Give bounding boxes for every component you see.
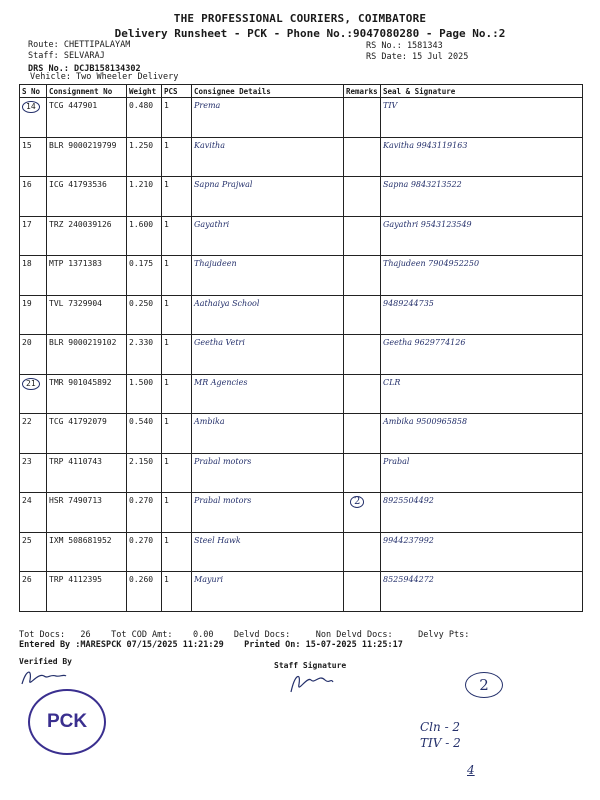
cell-signature-text: Kavitha 9943119163: [383, 140, 468, 150]
cell-remarks: [344, 374, 381, 414]
cell-signature: [381, 493, 583, 533]
col-remarks: Remarks: [344, 85, 381, 98]
cell-weight-text: 0.260: [129, 575, 154, 584]
handwritten-page-circle: 2: [465, 672, 503, 698]
cell-weight: [127, 216, 162, 256]
cell-signature-text: Geetha 9629774126: [383, 338, 466, 347]
footer-entered: Entered By :MARESPCK 07/15/2025 11:21:29 Printed On: 15-07-2025 11:25:17: [19, 640, 403, 650]
cell-sno: [20, 295, 47, 335]
cell-pcs-text: 1: [164, 496, 169, 505]
cell-consignee: [192, 98, 344, 138]
note-total: 4: [467, 763, 475, 777]
cell-weight: [127, 414, 162, 454]
verified-signature: [18, 664, 68, 690]
cell-consignment-no: [47, 572, 127, 612]
cell-signature: [381, 335, 583, 375]
cell-consignee-text: Mayuri: [194, 575, 224, 584]
cell-remarks: [344, 216, 381, 256]
cell-remarks: [344, 414, 381, 454]
runsheet-subtitle: Delivery Runsheet - PCK - Phone No.:9047080280 - Page No.:2: [114, 27, 506, 40]
cell-pcs: [162, 216, 192, 256]
cell-consignment-no: [47, 177, 127, 217]
cell-signature: [381, 216, 583, 256]
cell-sno: [20, 177, 47, 217]
cell-weight-text: 1.600: [129, 219, 154, 229]
cell-pcs-text: 1: [164, 101, 169, 110]
cell-consignment-no-text: TCG 41792079: [49, 417, 107, 426]
cell-sno: [20, 414, 47, 454]
table-row: [20, 453, 583, 493]
cell-remarks: [344, 453, 381, 493]
cell-signature: [381, 256, 583, 296]
cell-consignment-no-text: BLR 9000219799: [49, 140, 117, 150]
table-row: [20, 295, 583, 335]
cell-signature-text: Prabal: [383, 456, 410, 466]
cell-sno-text: 22: [22, 417, 32, 426]
company-title: THE PROFESSIONAL COURIERS, COIMBATORE: [173, 12, 427, 25]
cell-consignee: [192, 137, 344, 177]
cell-weight: [127, 374, 162, 414]
cell-consignment-no-text: IXM 508681952: [49, 535, 112, 545]
cell-consignee: [192, 216, 344, 256]
col-consignment: Consignment No: [47, 85, 127, 98]
cell-signature-text: 8525944272: [383, 575, 434, 584]
cell-consignee-text: Gayathri: [194, 219, 230, 229]
cell-pcs-text: 1: [164, 535, 169, 545]
table-header-row: [20, 85, 583, 98]
cell-weight: [127, 98, 162, 138]
cell-pcs: [162, 493, 192, 533]
cell-remarks: [344, 98, 381, 138]
table-row: [20, 493, 583, 533]
cell-remarks: [344, 256, 381, 296]
cell-weight: [127, 493, 162, 533]
cell-consignment-no: [47, 493, 127, 533]
cell-consignment-no-text: TRZ 240039126: [49, 219, 112, 229]
cell-pcs-text: 1: [164, 338, 169, 347]
cell-pcs: [162, 374, 192, 414]
cell-signature: [381, 137, 583, 177]
cell-consignee: [192, 177, 344, 217]
cell-consignment-no-text: TVL 7329904: [49, 298, 102, 308]
cell-consignment-no-text: MTP 1371383: [49, 259, 102, 268]
cell-weight: [127, 453, 162, 493]
col-weight: Weight: [127, 85, 162, 98]
cell-pcs-text: 1: [164, 219, 169, 229]
cell-sno: [20, 453, 47, 493]
cell-pcs-text: 1: [164, 456, 169, 466]
cell-consignee-text: Prabal motors: [194, 496, 252, 505]
cell-signature: [381, 295, 583, 335]
cell-weight-text: 2.150: [129, 456, 154, 466]
cell-sno-text: 20: [22, 338, 32, 347]
cell-consignment-no-text: TMR 901045892: [49, 377, 112, 387]
cell-signature-text: Sapna 9843213522: [383, 180, 462, 189]
cell-consignment-no-text: TCG 447901: [49, 101, 98, 110]
table-row: [20, 532, 583, 572]
cell-sno: [20, 216, 47, 256]
cell-weight-text: 0.250: [129, 298, 154, 308]
cell-sno-text: 21: [22, 378, 40, 390]
cell-weight: [127, 532, 162, 572]
cell-consignee: [192, 532, 344, 572]
cell-pcs: [162, 453, 192, 493]
cell-sno-text: 24: [22, 496, 32, 505]
cell-signature-text: 9489244735: [383, 298, 434, 308]
cell-remarks: [344, 177, 381, 217]
cell-remarks: [344, 137, 381, 177]
table-row: [20, 137, 583, 177]
staff-signature-label: Staff Signature: [274, 661, 347, 670]
cell-consignee-text: Kavitha: [194, 140, 225, 150]
cell-weight-text: 0.270: [129, 496, 154, 505]
cell-weight: [127, 256, 162, 296]
cell-consignee-text: Sapna Prajwal: [194, 180, 253, 189]
cell-consignee-text: Prabal motors: [194, 456, 252, 466]
cell-signature-text: Gayathri 9543123549: [383, 219, 472, 229]
cell-pcs-text: 1: [164, 417, 169, 426]
cell-consignee: [192, 414, 344, 454]
cell-pcs-text: 1: [164, 575, 169, 584]
cell-weight: [127, 177, 162, 217]
cell-consignee: [192, 295, 344, 335]
cell-weight: [127, 137, 162, 177]
cell-sno: [20, 493, 47, 533]
cell-pcs-text: 1: [164, 298, 169, 308]
cell-sno: [20, 572, 47, 612]
cell-consignee-text: Steel Hawk: [194, 535, 241, 545]
cell-remarks: [344, 572, 381, 612]
cell-consignment-no: [47, 256, 127, 296]
table-row: [20, 572, 583, 612]
meta-left: [28, 40, 141, 75]
cell-pcs: [162, 295, 192, 335]
route: Route: CHETTIPALAYAM: [28, 40, 131, 50]
cell-consignment-no-text: TRP 4110743: [49, 456, 102, 466]
cell-pcs: [162, 572, 192, 612]
cell-consignment-no: [47, 137, 127, 177]
cell-sno: [20, 256, 47, 296]
cell-pcs-text: 1: [164, 377, 169, 387]
cell-signature-text: 9944237992: [383, 535, 434, 545]
table-row: [20, 256, 583, 296]
table-row: [20, 335, 583, 375]
rs-date: RS Date: 15 Jul 2025: [366, 52, 469, 62]
cell-sno-text: 25: [22, 535, 32, 545]
cell-consignment-no: [47, 453, 127, 493]
cell-sno-text: 16: [22, 180, 32, 189]
table-row: [20, 414, 583, 454]
cell-consignee: [192, 453, 344, 493]
cell-sno-text: 18: [22, 259, 32, 268]
cell-weight-text: 0.270: [129, 535, 154, 545]
cell-consignee: [192, 374, 344, 414]
runsheet-table: [19, 84, 583, 612]
col-signature: Seal & Signature: [381, 85, 583, 98]
cell-sno-text: 26: [22, 575, 32, 584]
cell-sno: [20, 98, 47, 138]
cell-signature: [381, 532, 583, 572]
col-consignee: Consignee Details: [192, 85, 344, 98]
cell-consignee: [192, 335, 344, 375]
cell-weight-text: 1.500: [129, 377, 154, 387]
note-cln: Cln - 2: [420, 720, 461, 734]
cell-consignee: [192, 256, 344, 296]
table-row: [20, 374, 583, 414]
cell-sno: [20, 137, 47, 177]
cell-pcs: [162, 98, 192, 138]
cell-consignment-no: [47, 98, 127, 138]
cell-signature-text: Thajudeen 7904952250: [383, 259, 480, 268]
staff-signature: [285, 666, 335, 698]
cell-consignee-text: MR Agencies: [194, 377, 248, 387]
cell-consignment-no: [47, 374, 127, 414]
cell-signature: [381, 414, 583, 454]
cell-weight-text: 0.480: [129, 101, 154, 110]
cell-consignment-no-text: TRP 4112395: [49, 575, 102, 584]
cell-sno: [20, 335, 47, 375]
cell-signature: [381, 177, 583, 217]
cell-pcs-text: 1: [164, 259, 169, 268]
cell-consignment-no-text: HSR 7490713: [49, 496, 102, 505]
cell-signature: [381, 453, 583, 493]
cell-weight-text: 0.540: [129, 417, 154, 426]
cell-signature: [381, 98, 583, 138]
cell-pcs: [162, 177, 192, 217]
cell-signature: [381, 374, 583, 414]
table-row: [20, 216, 583, 256]
cell-consignment-no: [47, 335, 127, 375]
cell-consignee-text: Ambika: [194, 417, 225, 426]
cell-pcs: [162, 335, 192, 375]
drs-no: DRS No.: DCJB158134302: [28, 64, 141, 74]
cell-consignment-no: [47, 295, 127, 335]
cell-weight: [127, 572, 162, 612]
col-sno: S No: [20, 85, 47, 98]
cell-remarks: [344, 532, 381, 572]
cell-signature: [381, 572, 583, 612]
cell-weight-text: 2.330: [129, 338, 154, 347]
cell-consignee-text: Thajudeen: [194, 259, 237, 268]
cell-pcs: [162, 414, 192, 454]
cell-consignee: [192, 493, 344, 533]
table-row: [20, 98, 583, 138]
cell-consignee-text: Prema: [194, 101, 221, 110]
cell-pcs-text: 1: [164, 140, 169, 150]
cell-signature-text: CLR: [383, 377, 401, 387]
cell-sno-text: 23: [22, 456, 32, 466]
cell-remarks: [344, 493, 381, 533]
cell-sno-text: 14: [22, 101, 40, 113]
cell-consignment-no: [47, 216, 127, 256]
cell-consignment-no-text: ICG 41793536: [49, 180, 107, 189]
cell-signature-text: 8925504492: [383, 496, 434, 505]
footer-totals: Tot Docs: 26 Tot COD Amt: 0.00 Delvd Docs: Non Delvd Docs: Delvy Pts:: [19, 630, 470, 640]
note-tiv: TIV - 2: [420, 736, 461, 750]
cell-signature-text: TIV: [383, 101, 398, 110]
cell-pcs-text: 1: [164, 180, 169, 189]
cell-consignee-text: Aathaiya School: [194, 298, 260, 308]
cell-consignee: [192, 572, 344, 612]
group-note: 2: [350, 496, 364, 508]
cell-consignee-text: Geetha Vetri: [194, 338, 245, 347]
cell-weight-text: 1.250: [129, 140, 154, 150]
cell-pcs: [162, 137, 192, 177]
cell-remarks: [344, 295, 381, 335]
cell-weight-text: 0.175: [129, 259, 154, 268]
cell-sno: [20, 532, 47, 572]
cell-weight: [127, 335, 162, 375]
pck-stamp: PCK: [28, 689, 106, 755]
cell-consignment-no: [47, 532, 127, 572]
vehicle: Vehicle: Two Wheeler Delivery: [30, 72, 179, 82]
cell-sno-text: 17: [22, 219, 32, 229]
cell-consignment-no-text: BLR 9000219102: [49, 338, 117, 347]
rs-no: RS No.: 1581343: [366, 41, 443, 51]
table-row: [20, 177, 583, 217]
cell-sno-text: 19: [22, 298, 32, 308]
col-pcs: PCS: [162, 85, 192, 98]
cell-pcs: [162, 256, 192, 296]
cell-consignment-no: [47, 414, 127, 454]
cell-sno: [20, 374, 47, 414]
cell-signature-text: Ambika 9500965858: [383, 417, 468, 426]
cell-weight-text: 1.210: [129, 180, 154, 189]
verified-by-label: Verified By: [19, 657, 72, 666]
cell-weight: [127, 295, 162, 335]
meta-right: [366, 41, 468, 63]
cell-pcs: [162, 532, 192, 572]
cell-sno-text: 15: [22, 140, 32, 150]
staff: Staff: SELVARAJ: [28, 51, 105, 61]
cell-remarks: [344, 335, 381, 375]
